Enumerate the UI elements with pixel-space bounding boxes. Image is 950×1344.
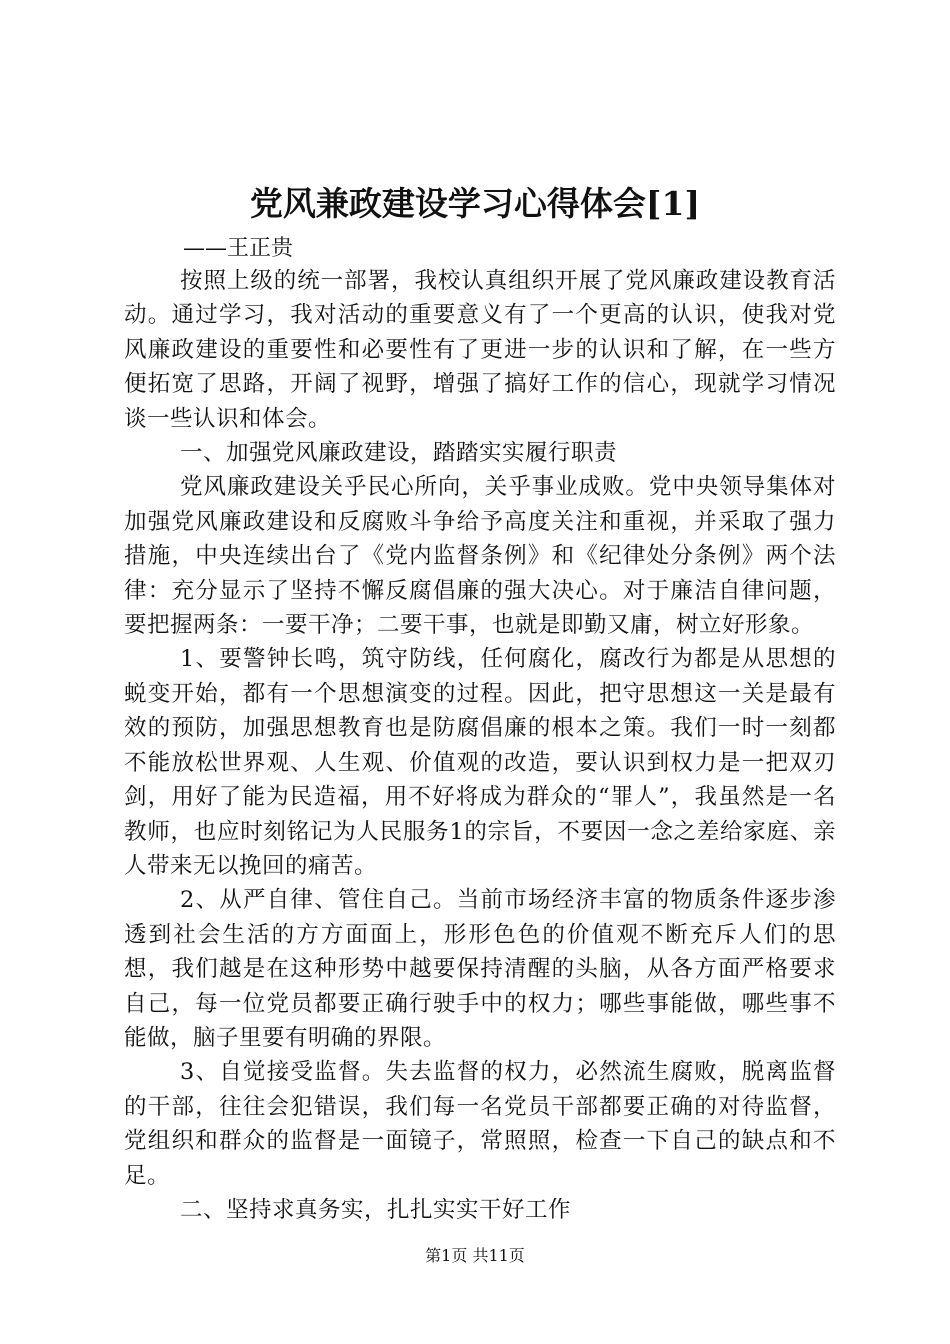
paragraph-section-1: 党风廉政建设关乎民心所向，关乎事业成败。党中央领导集体对加强党风廉政建设和反腐败斗争给予高度关注和重视，并采取了强力措施，中央连续出台了《党内监督条例》和《纪律处分条例》两个法律：充分显示了坚持不懈反腐倡廉的强大决心。对于廉洁自律问题，要把握两条：一要干净；二要干事，也就是即勤又庸，树立好形象。 [124, 474, 836, 639]
paragraph-point-3: 3、自觉接受监督。失去监督的权力，必然流生腐败，脱离监督的干部，往往会犯错误，我们每一名党员干部都要正确的对待监督，党组织和群众的监督是一面镜子，常照照，检查一下自己的缺点和不足。 [124, 1059, 836, 1189]
section-heading-1: 一、加强党风廉政建设，踏踏实实履行职责 [180, 440, 618, 467]
paragraph-intro: 按照上级的统一部署，我校认真组织开展了党风廉政建设教育活动。通过学习，我对活动的重要意义有了一个更高的认识，使我对党风廉政建设的重要性和必要性有了更进一步的认识和了解，在一些方便拓宽了思路，开阔了视野，增强了搞好工作的信心，现就学习情况谈一些认识和体会。 [124, 268, 836, 432]
document-title: 党风兼政建设学习心得体会[1] [249, 184, 701, 223]
page-footer: 第1页 共11页 [425, 1246, 525, 1265]
section-heading-2: 二、坚持求真务实，扎扎实实干好工作 [180, 1196, 572, 1223]
author-line: ——王正贵 [183, 236, 294, 261]
paragraph-point-1: 1、要警钟长鸣，筑守防线，任何腐化，腐改行为都是从思想的蜕变开始，都有一个思想演变的过程。因此，把守思想这一关是最有效的预防，加强思想教育也是防腐倡廉的根本之策。我们一时一刻都不能放松世界观、人生观、价值观的改造，要认识到权力是一把双刃剑，用好了能为民造福，用不好将成为群众的“罪人”，我虽然是一名教师，也应时刻铭记为人民服务1的宗旨，不要因一念之差给家庭、亲人带来无以挽回的痛苦。 [124, 646, 836, 879]
document-body [124, 264, 836, 1227]
paragraph-point-2: 2、从严自律、管住自己。当前市场经济丰富的物质条件逐步渗透到社会生活的方方面面上，形形色色的价值观不断充斥人们的思想，我们越是在这种形势中越要保持清醒的头脑，从各方面严格要求自己，每一位党员都要正确行驶手中的权力；哪些事能做，哪些事不能做，脑子里要有明确的界限。 [124, 887, 836, 1051]
